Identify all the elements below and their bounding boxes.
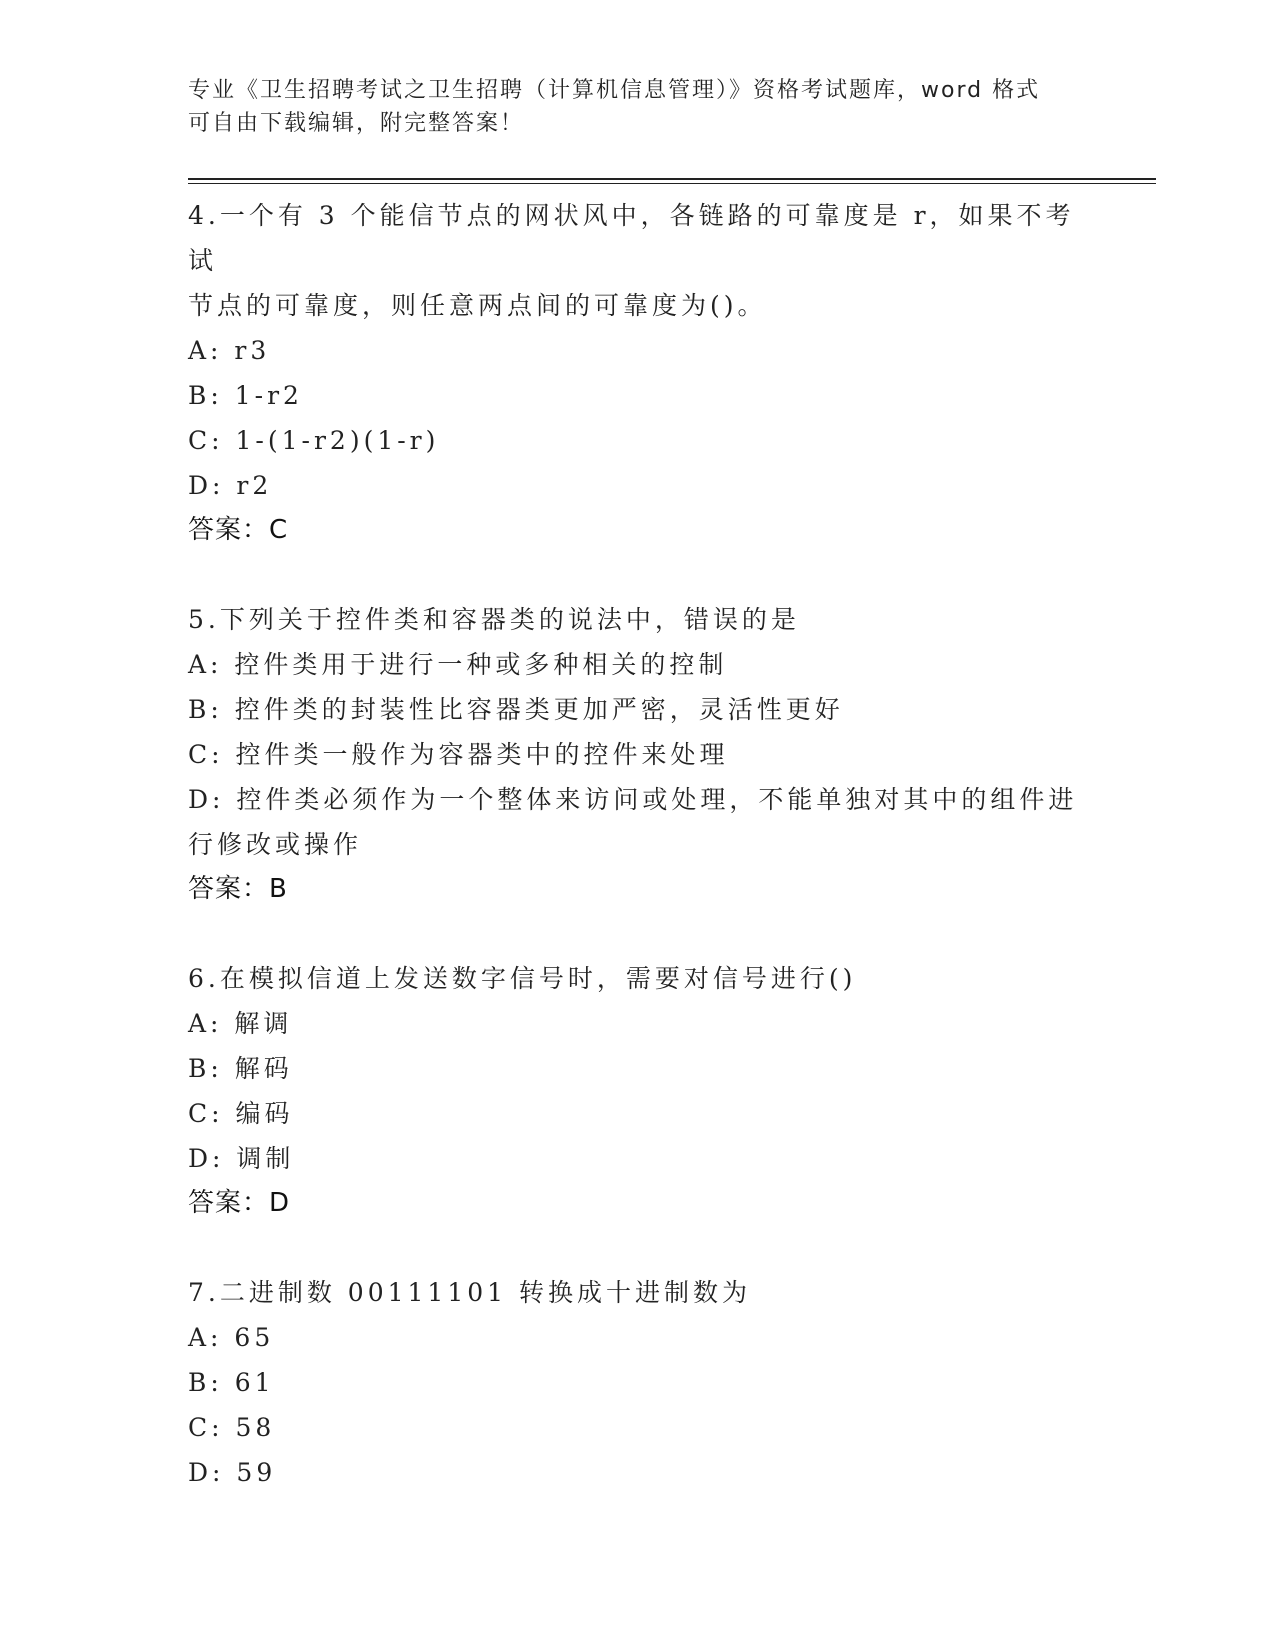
question-4 — [188, 193, 1088, 553]
answer-label: 答案：C — [188, 515, 289, 545]
option-c: C: 编码 — [188, 1099, 294, 1128]
option-c: C: 1-(1-r2)(1-r) — [188, 426, 440, 455]
option-b: B: 解码 — [188, 1054, 293, 1083]
question-7 — [188, 1270, 1088, 1495]
option-a: A: 控件类用于进行一种或多种相关的控制 — [188, 650, 728, 679]
option-a: A: r3 — [188, 336, 271, 365]
header-line-1: 专业《卫生招聘考试之卫生招聘（计算机信息管理）》资格考试题库，word 格式 — [188, 78, 1041, 103]
option-d: D: 59 — [188, 1458, 277, 1487]
question-list — [188, 193, 1088, 1495]
question-stem: 4.一个有 3 个能信节点的网状风中，各链路的可靠度是 r，如果不考试 — [188, 201, 1075, 275]
answer-label: 答案：D — [188, 1188, 291, 1218]
header-divider-thin — [188, 183, 1156, 184]
question-spacer — [188, 912, 1088, 956]
option-b: B: 控件类的封装性比容器类更加严密，灵活性更好 — [188, 695, 844, 724]
question-6 — [188, 956, 1088, 1226]
option-a: A: 65 — [188, 1323, 275, 1352]
option-b: B: 1-r2 — [188, 381, 303, 410]
option-c: C: 58 — [188, 1413, 276, 1442]
option-d: D: 调制 — [188, 1144, 295, 1173]
question-stem: 6.在模拟信道上发送数字信号时，需要对信号进行() — [188, 964, 857, 993]
question-stem: 5.下列关于控件类和容器类的说法中，错误的是 — [188, 605, 800, 634]
header-divider-thick — [188, 178, 1156, 180]
answer-label: 答案：B — [188, 874, 288, 904]
option-d: D: 控件类必须作为一个整体来访问或处理，不能单独对其中的组件进 — [188, 785, 1078, 814]
question-5 — [188, 597, 1088, 912]
question-stem: 7.二进制数 00111101 转换成十进制数为 — [188, 1278, 751, 1307]
question-stem: 节点的可靠度，则任意两点间的可靠度为()。 — [188, 291, 767, 320]
option-d: D: r2 — [188, 471, 273, 500]
option-b: B: 61 — [188, 1368, 275, 1397]
document-header — [188, 74, 1068, 140]
option-a: A: 解调 — [188, 1009, 293, 1038]
option-c: C: 控件类一般作为容器类中的控件来处理 — [188, 740, 729, 769]
header-line-2: 可自由下载编辑，附完整答案！ — [188, 111, 525, 136]
option-d-continued: 行修改或操作 — [188, 830, 363, 859]
question-spacer — [188, 553, 1088, 597]
question-spacer — [188, 1226, 1088, 1270]
